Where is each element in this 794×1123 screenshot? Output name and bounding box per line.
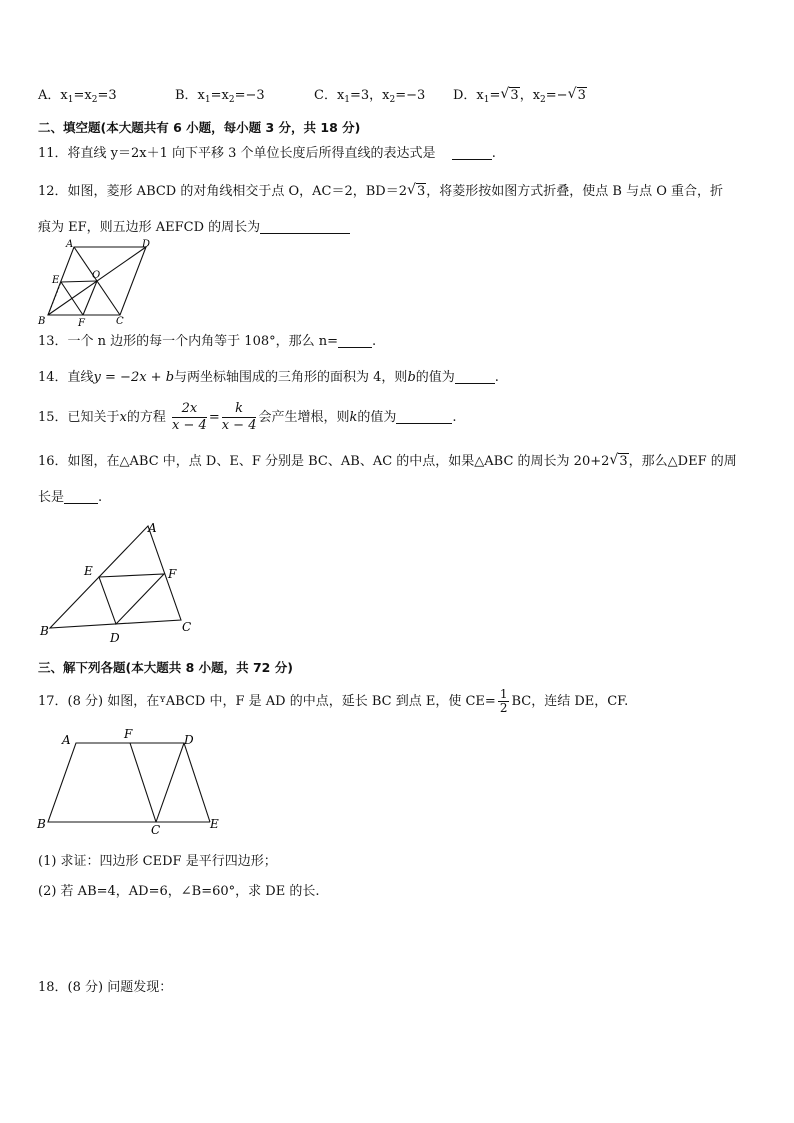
label-c: C [116,316,124,327]
label-d: D [142,239,151,250]
segment-cf [130,743,156,822]
answer-blank [396,409,452,424]
label-e: E [52,275,60,286]
label-e: E [210,817,219,831]
label-o: O [92,270,101,281]
label-a: A [148,521,157,535]
label-f: F [78,318,85,329]
question-17: 17．(8 分) 如图，在$^ʏ$ABCD 中，F 是 AD 的中点，延长 BC 到点 E，使 CE= $\frac{1}{2}$ BC，连结 DE，CF. [38,687,629,715]
question-17-part-2: (2) 若 AB=4，AD=6，∠B=60°，求 DE 的长. [38,884,320,899]
label-e: E [84,564,93,578]
question-18: 18．(8 分) 问题发现： [38,980,173,995]
question-17-part-1: (1) 求证：四边形 CEDF 是平行四边形； [38,854,277,869]
triangle-def [99,574,164,624]
section-3-title: 三、解下列各题(本大题共 8 小题，共 72 分) [38,660,293,675]
answer-blank [260,219,350,234]
parallelogram-symbol: ʏ [159,694,166,705]
option-a: A．$x_1=x_2=3$ [38,88,117,105]
label-c: C [151,823,161,837]
question-12-line-2: 痕为 EF，则五边形 AEFCD 的周长为 [38,218,756,238]
option-c: C．$x_1=3$，$x_2=-3$ [314,88,426,105]
fraction-half: $\frac{1}{2}$ [499,687,508,715]
rhombus-figure [34,238,159,330]
label-b: B [40,624,49,638]
answer-blank [64,489,98,504]
fraction-right: $\frac{k}{x - 4}$ [221,401,257,433]
answer-blank [455,369,495,384]
label-f: F [124,727,133,741]
label-f: F [168,567,177,581]
label-c: C [182,620,192,634]
answer-blank [452,145,492,160]
label-a: A [62,733,71,747]
option-d: D．$x_1=√$ 3，$x_2=-√$ 3 [453,86,587,106]
fraction-left: $\frac{2x}{x - 4}$ [172,401,207,433]
triangle-figure [36,518,206,648]
parallelogram-abcd [48,743,184,822]
option-b: B．$x_1=x_2=-3$ [175,88,265,105]
label-b: B [37,817,46,831]
fold-crease-ef [61,282,83,315]
question-16-line-2: 长是 . [38,490,103,505]
question-16-line-1: 16．如图，在△ABC 中，点 D、E、F 分别是 BC、AB、AC 的中点，如果△ABC 的周长为 20+2√ 3，那么△DEF 的周 [38,452,756,472]
question-13: 13．一个 n 边形的每一个内角等于 108°，那么 n= . [38,334,377,349]
label-d: D [110,631,120,645]
fold-eo [61,281,97,282]
question-11: 11．将直线 y＝2x＋1 向下平移 3 个单位长度后所得直线的表达式是 . [38,146,496,161]
label-d: D [184,733,194,747]
question-15: 15．已知关于x的方程 $\frac{2x}{x - 4}$ = $\frac{k}{x - 4}$ 会产生增根，则k的值为 . [38,401,457,433]
question-12-line-1: 12．如图，菱形 ABCD 的对角线相交于点 O，AC＝2，BD＝2√ 3，将菱形按如图方式折叠，使点 B 与点 O 重合，折 [38,182,756,202]
question-14: 14．直线y = −2x + b与两坐标轴围成的三角形的面积为 4，则b的值为 . [38,370,499,385]
parallelogram-figure [34,726,224,838]
answer-blank [338,333,372,348]
section-2-title: 二、填空题(本大题共有 6 小题，每小题 3 分，共 18 分) [38,120,361,135]
label-b: B [38,316,46,327]
segment-de [184,743,210,822]
label-a: A [66,239,74,250]
